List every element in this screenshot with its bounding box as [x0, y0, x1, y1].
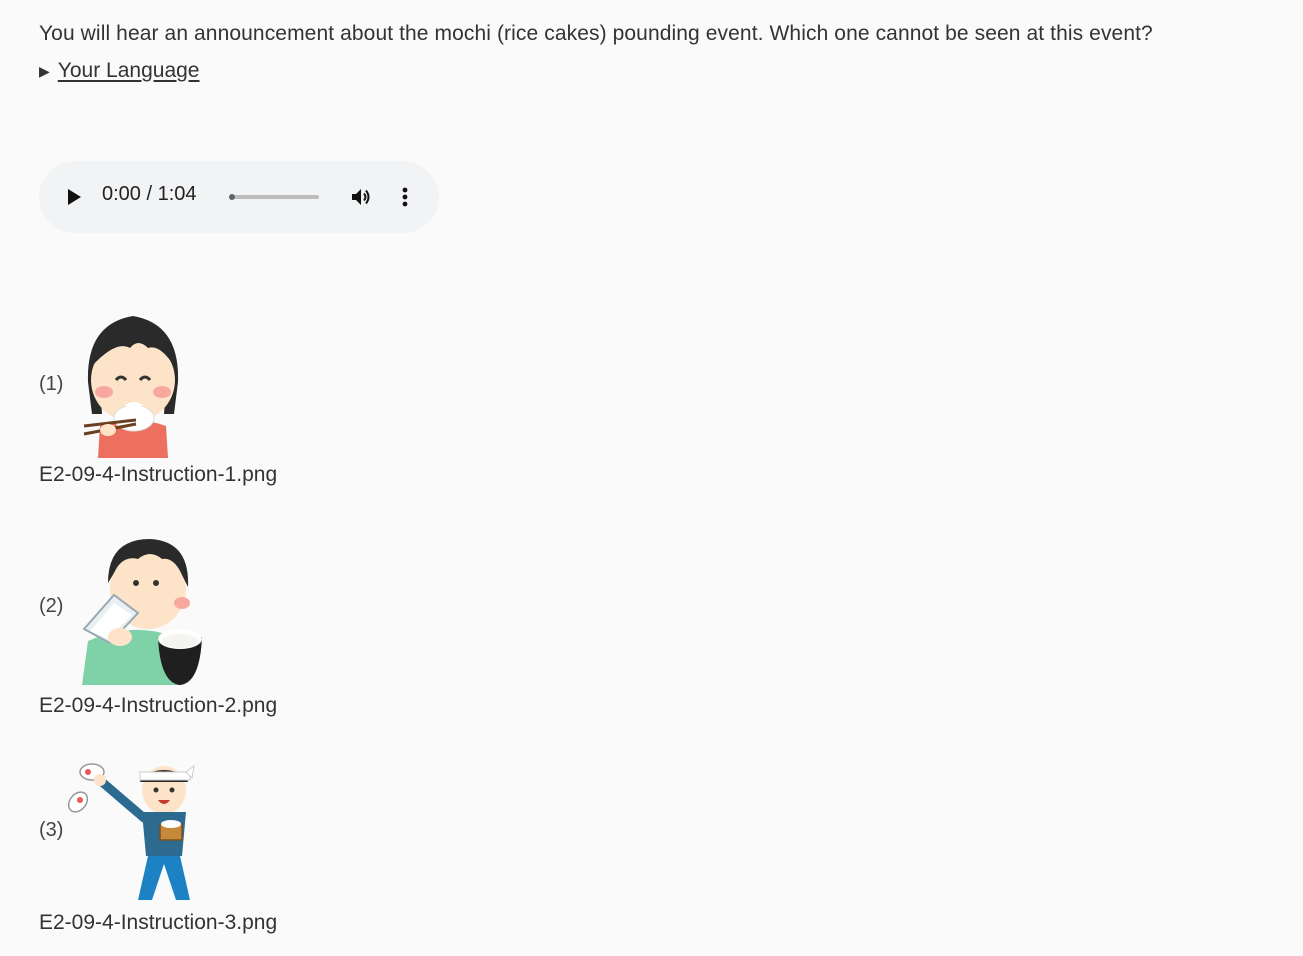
more-vert-icon[interactable]	[395, 185, 415, 209]
boy-drinking-with-bowl-image	[74, 533, 204, 685]
time-display: 0:00 / 1:04	[102, 183, 197, 205]
progress-thumb[interactable]	[229, 194, 235, 200]
man-throwing-mochi-image	[66, 760, 196, 904]
option-number: (3)	[39, 819, 64, 841]
question-text: You will hear an announcement about the mochi (rice cakes) pounding event. Which one cannot be seen at this event?	[39, 22, 1153, 45]
volume-icon[interactable]	[349, 185, 373, 209]
audio-player	[39, 161, 439, 233]
triangle-right-icon: ▶	[39, 63, 50, 79]
option-number: (1)	[39, 373, 64, 395]
girl-eating-mochi-image	[78, 314, 188, 458]
play-icon[interactable]	[65, 187, 83, 207]
option-caption: E2-09-4-Instruction-1.png	[39, 463, 278, 486]
option-number: (2)	[39, 595, 64, 617]
language-toggle-label: Your Language	[57, 59, 200, 82]
language-toggle[interactable]	[39, 59, 199, 83]
progress-slider[interactable]	[229, 195, 319, 199]
option-caption: E2-09-4-Instruction-3.png	[39, 911, 278, 934]
option-caption: E2-09-4-Instruction-2.png	[39, 694, 278, 717]
